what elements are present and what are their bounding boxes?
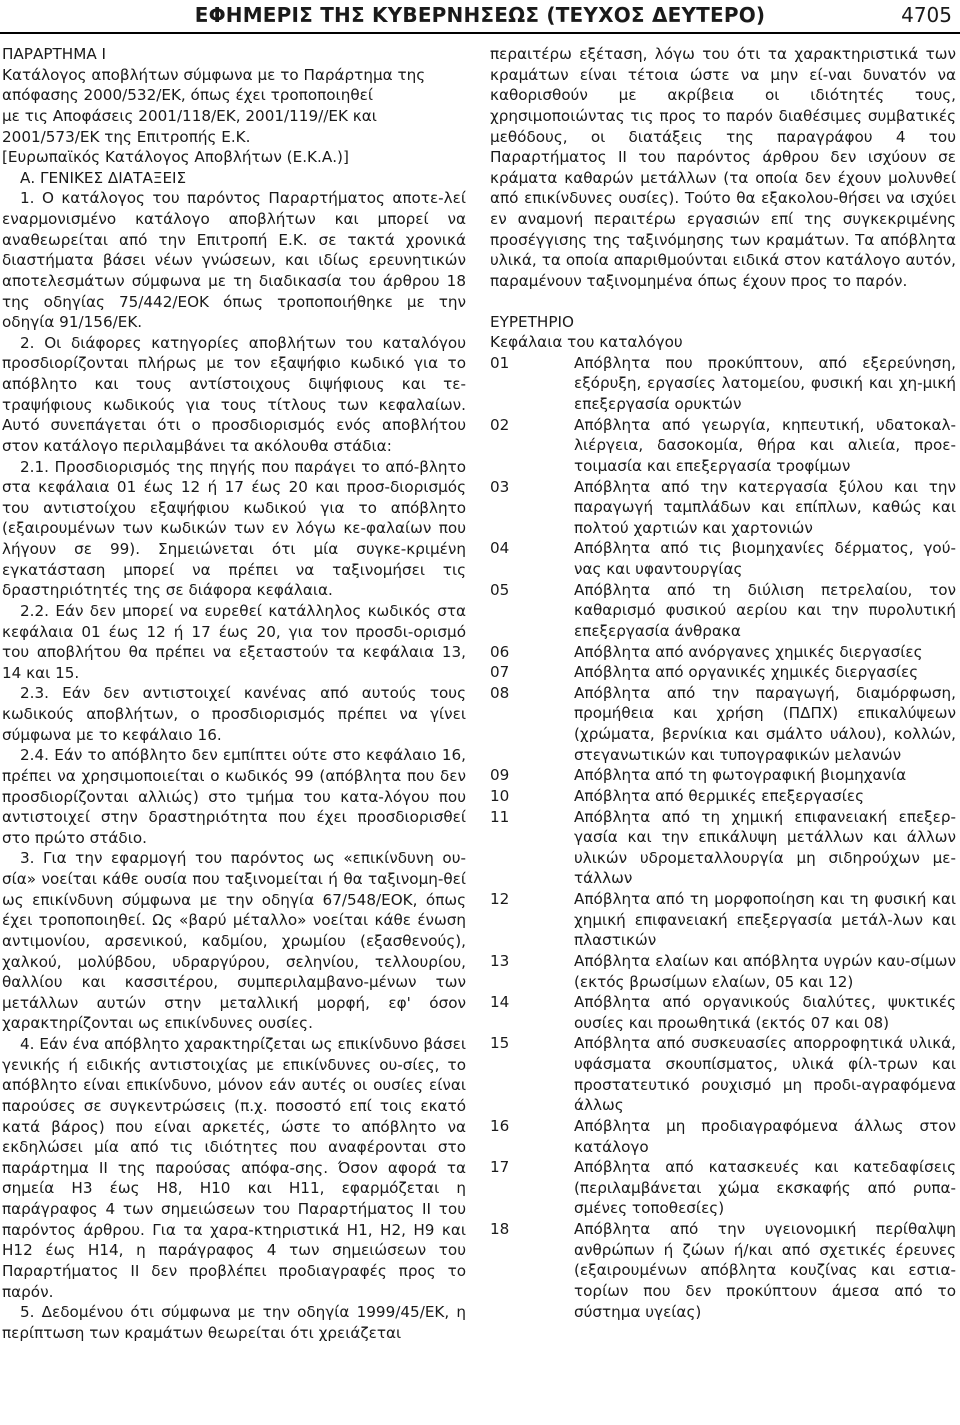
catalog-line: με τις Αποφάσεις 2001/118/ΕΚ, 2001/119//ΕΚ και xyxy=(2,106,377,125)
paragraph: 2.3. Εάν δεν αντιστοιχεί κανένας από αυτούς τους κωδικούς αποβλήτων, ο προσδιορισμός πρέπει να γίνει σύμφωνα με το κεφάλαιο 16. xyxy=(2,684,466,744)
catalog-line: 2001/573/ΕΚ της Επιτροπής Ε.Κ. xyxy=(2,127,251,146)
chapter-title: Απόβλητα από τη φωτογραφική βιομηχανία xyxy=(574,766,907,785)
chapter-title: Απόβλητα από κατασκευές και κατεδαφίσεις (περιλαμβάνεται χώμα εκσκαφής από ρυπα-σμένες τοποθεσίες) xyxy=(574,1158,956,1218)
chapter-code: 10 xyxy=(490,786,510,805)
paragraph: 2. Οι διάφορες κατηγορίες αποβλήτων του καταλόγου προσδιορίζονται πλήρως με τον εξαψήφιο κωδικό για το απόβλητο και τους αντίστοιχους διψήφιους και τε-τραψήφιους κωδικούς για τους τίτλους των κεφαλαίων. Αυτό συνεπάγεται ότι ο προσδιορισμός ενός αποβλήτου στον κατάλογο περιλαμβάνει τα ακόλουθα στάδια: xyxy=(2,333,466,455)
index-row xyxy=(490,415,956,477)
chapter-index xyxy=(490,353,956,1322)
annex-title: ΠΑΡΑΡΤΗΜΑ Ι xyxy=(2,45,107,63)
index-row xyxy=(490,662,956,683)
catalog-line: απόφασης 2000/532/ΕΚ, όπως έχει τροποποιηθεί xyxy=(2,86,373,105)
index-row xyxy=(490,683,956,766)
chapter-code: 01 xyxy=(490,353,510,372)
chapter-title: Απόβλητα από τη χημική επιφανειακή επεξερ-γασία και την επικάλυψη μετάλλων και άλλων υλικών υδρομεταλλουργία μη σιδηρούχων με-τάλλων xyxy=(574,807,956,888)
chapter-code: 16 xyxy=(490,1116,510,1135)
chapter-code: 13 xyxy=(490,951,510,970)
chapter-title: Απόβλητα από οργανικούς διαλύτες, ψυκτικές ουσίες και προωθητικά (εκτός 07 και 08) xyxy=(574,993,956,1032)
index-row xyxy=(490,1116,956,1157)
chapter-title: Απόβλητα από την υγειονομική περίθαλψη ανθρώπων ή ζώων ή/και από σχετικές έρευνες (εξαιρουμένων απόβλητα κουζίνας και εστια-τορίων που δεν προκύπτουν άμεσα από το σύστημα υγείας) xyxy=(574,1220,956,1321)
chapter-code: 15 xyxy=(490,1034,510,1053)
section-heading: Α. ΓΕΝΙΚΕΣ ΔΙΑΤΑΞΕΙΣ xyxy=(20,168,187,187)
index-row xyxy=(490,1219,956,1322)
chapter-title: Απόβλητα από τη διύλιση πετρελαίου, τον καθαρισμό φυσικού αερίου και την πυρολυτική επεξεργασία άνθρακα xyxy=(574,580,956,640)
left-column xyxy=(2,44,466,1343)
index-row xyxy=(490,538,956,579)
chapter-title: Απόβλητα από την παραγωγή, διαμόρφωση, προμήθεια και χρήση (ΠΔΠΧ) επικαλύψεων (χρώματα, βερνίκια και σμάλτο υάλου), κολλών, στεγανωτικών και τυπογραφικών μελανών xyxy=(574,683,956,764)
chapter-title: Απόβλητα που προκύπτουν, από εξερεύνηση, εξόρυξη, εργασίες λατομείου, φυσική και χη-μική επεξεργασία ορυκτών xyxy=(574,353,956,413)
index-heading: ΕΥΡΕΤΗΡΙΟ xyxy=(490,312,574,331)
catalog-line: Κατάλογος αποβλήτων σύμφωνα με το Παράρτημα της xyxy=(2,65,426,84)
chapter-title: Απόβλητα ελαίων και απόβλητα υγρών καυ-σίμων (εκτός βρωσίμων ελαίων, 05 και 12) xyxy=(574,951,956,991)
chapter-code: 11 xyxy=(490,807,510,826)
chapter-title: Απόβλητα από την κατεργασία ξύλου και την παραγωγή ταμπλάδων και επίπλων, καθώς και πολτού χαρτιών και χαρτονιών xyxy=(574,477,956,537)
index-row xyxy=(490,951,956,992)
chapter-code: 17 xyxy=(490,1158,510,1177)
gazette-title: ΕΦΗΜΕΡΙΣ ΤΗΣ ΚΥΒΕΡΝΗΣΕΩΣ (ΤΕΥΧΟΣ ΔΕΥΤΕΡΟ) xyxy=(194,3,766,27)
chapter-code: 12 xyxy=(490,890,510,908)
chapter-title: Απόβλητα από γεωργία, κηπευτική, υδατοκαλ-λιέργεια, δασοκομία, θήρα και αλιεία, προε-τοιμασία και επεξεργασία τροφίμων xyxy=(574,415,956,475)
index-row xyxy=(490,889,956,951)
paragraph: 2.4. Εάν το απόβλητο δεν εμπίπτει ούτε στο κεφάλαιο 16, πρέπει να χρησιμοποιείται ο κωδικός 99 (απόβλητα που δεν προσδιορίζονται αλλιώς) στο τμήμα του κατα-λόγου που αντιστοιχεί στην δραστηριότητα που έχει προσδιορισθεί στο πρώτο στάδιο. xyxy=(2,746,466,847)
catalog-title-block xyxy=(2,65,466,168)
paragraph: 2.1. Προσδιορισμός της πηγής που παράγει το από-βλητο στα κεφάλαια 01 έως 12 ή 17 έως 20 και προσ-διορισμός του αντιστοίχου εξαψήφιου κωδικού για το απόβλητο (εξαιρουμένων των κωδικών των εν λόγω κε-φαλαίων που λήγουν σε 99). Σημειώνεται ότι μία συγκε-κριμένη εγκατάσταση μπορεί να πρέπει να ταξινομήσει τις δραστηριότητές της σε διάφορα κεφάλαια. xyxy=(2,457,466,600)
chapter-title: Απόβλητα από τη μορφοποίηση και τη φυσική και χημική επιφανειακή επεξεργασία μετάλ-λων και πλαστικών xyxy=(574,890,956,950)
chapter-code: 03 xyxy=(490,477,510,496)
chapter-code: 09 xyxy=(490,766,510,785)
chapter-code: 18 xyxy=(490,1220,510,1238)
paragraph: 2.2. Εάν δεν μπορεί να ευρεθεί κατάλληλος κωδικός στα κεφάλαια 01 έως 12 ή 17 έως 20, για τον προσδι-ορισμό του αποβλήτου θα πρέπει να εξεταστούν τα κεφάλαια 13, 14 και 15. xyxy=(2,601,466,682)
chapter-title: Απόβλητα από οργανικές χημικές διεργασίες xyxy=(574,663,919,682)
index-row xyxy=(490,786,956,807)
paragraph: 3. Για την εφαρμογή του παρόντος ως «επικίνδυνη ου-σία» νοείται κάθε ουσία που ταξινομείται ή θα ταξινομη-θεί ως επικίνδυνη σύμφωνα με την οδηγία 67/548/ΕΟΚ, όπως έχει τροποποιηθεί. Ως «βαρύ μέταλλο» νοείται κάθε ένωση αντιμονίου, αρσενικού, καδμίου, χρωμίου (εξασθενούς), χαλκού, μολύβδου, υδραργύρου, σεληνίου, τελλουρίου, θαλλίου και κασσιτέρου, συμπεριλαμβανο-μένων των μετάλλων αυτών στην μεταλλική μορφή, εφ' όσον χαρακτηρίζονται ως επικίνδυνες ουσίες. xyxy=(2,849,466,1033)
index-row xyxy=(490,807,956,890)
chapter-code: 08 xyxy=(490,683,510,702)
index-row xyxy=(490,642,956,663)
paragraph: 1. Ο κατάλογος του παρόντος Παραρτήματος αποτε-λεί εναρμονισμένο κατάλογο αποβλήτων και μπορεί να αναθεωρείται από την Επιτροπή Ε.Κ. σε τακτά χρονικά διαστήματα βάσει νέων γνώσεων, και ιδίως ερευνητικών αποτελεσμάτων σύμφωνα με τη διαδικασία του άρθρου 18 της οδηγίας 75/442/ΕΟΚ όπως τροποποιήθηκε με την οδηγία 91/156/ΕΚ. xyxy=(2,189,466,332)
chapter-title: Απόβλητα από τις βιομηχανίες δέρματος, γού-νας και υφαντουργίας xyxy=(574,539,956,578)
paragraph: 4. Εάν ένα απόβλητο χαρακτηρίζεται ως επικίνδυνο βάσει γενικής ή ειδικής αντιστοιχίας με επικίνδυνες ου-σίες, το απόβλητο είναι επικίνδυνο, μόνον εάν αυτές οι ουσίες είναι παρούσες σε συγκεντρώσεις (π.χ. ποσοστό επί τοις εκατό κατά βάρος) που είναι αρκετές, ώστε το απόβλητο να εκδηλώσει μία από τις ιδιότητες που αναφέρονται στο παράρτημα ΙΙ της παρούσας απόφα-σης. Όσον αφορά τα σημεία Η3 έως Η8, Η10 και Η11, εφαρμόζεται η παράγραφος 4 των σημειώσεων του Παραρτήματος ΙΙ του παρόντος άρθρου. Για τα χαρα-κτηριστικά Η1, Η2, Η9 και Η12 έως Η14, η παράγραφος 4 των σημειώσεων του Παραρτήματος ΙΙ δεν προβλέπει προδιαγραφές προς το παρόν. xyxy=(2,1035,466,1301)
chapter-code: 05 xyxy=(490,580,510,599)
index-subheading: Κεφάλαια του καταλόγου xyxy=(490,333,683,352)
chapter-code: 14 xyxy=(490,993,510,1012)
index-row xyxy=(490,477,956,539)
index-row xyxy=(490,765,956,786)
page-header xyxy=(0,0,960,34)
index-row xyxy=(490,1157,956,1219)
paragraph: 5. Δεδομένου ότι σύμφωνα με την οδηγία 1999/45/ΕΚ, η περίπτωση των κραμάτων θεωρείται ότι χρειάζεται xyxy=(2,1303,466,1342)
chapter-title: Απόβλητα από συσκευασίες απορροφητικά υλικά, υφάσματα σκουπίσματος, υλικά φίλ-τρων και προστατευτικό ρουχισμό μη προδι-αγραφόμενα άλλως xyxy=(574,1034,956,1115)
index-row xyxy=(490,580,956,642)
chapter-code: 04 xyxy=(490,539,510,558)
index-row xyxy=(490,353,956,415)
index-row xyxy=(490,992,956,1033)
continued-paragraph: περαιτέρω εξέταση, λόγω του ότι τα χαρακτηριστικά των κραμάτων είναι τέτοια ώστε να μην εί-ναι δυνατόν να καθορισθούν με ακρίβεια οι ιδιότητές τους, χρησιμοποιώντας τις προς το παρόν διαθέσιμες συμβατικές μεθόδους, οι διατάξεις της παραγράφου 4 του Παραρτήματος ΙΙ του παρόντος άρθρου δεν ισχύουν σε κράματα καθαρών μετάλλων (τα οποία δεν έχουν μολυνθεί από επικίνδυνες ουσίες). Τούτο θα εξακολου-θήσει να ισχύει εν αναμονή περαιτέρω εργασιών επί της συγκεκριμένης προσέγγισης της ταξινόμησης των κραμάτων. Τα απόβλητα υλικά, τα οποία απαριθμούνται ειδικά στον κατάλογο αυτόν, παραμένουν ταξινομημένα όπως έχουν προς το παρόν. xyxy=(490,45,956,290)
chapter-title: Απόβλητα από θερμικές επεξεργασίες xyxy=(574,786,865,805)
chapter-title: Απόβλητα μη προδιαγραφόμενα άλλως στον κατάλογο xyxy=(574,1116,956,1156)
right-column xyxy=(490,44,956,1322)
chapter-code: 06 xyxy=(490,642,510,661)
chapter-code: 02 xyxy=(490,415,510,434)
chapter-title: Απόβλητα από ανόργανες χημικές διεργασίες xyxy=(574,642,923,661)
page-number: 4705 xyxy=(901,3,952,27)
catalog-line: [Ευρωπαϊκός Κατάλογος Αποβλήτων (Ε.Κ.Α.)] xyxy=(2,148,349,167)
index-row xyxy=(490,1033,956,1116)
chapter-code: 07 xyxy=(490,663,510,682)
